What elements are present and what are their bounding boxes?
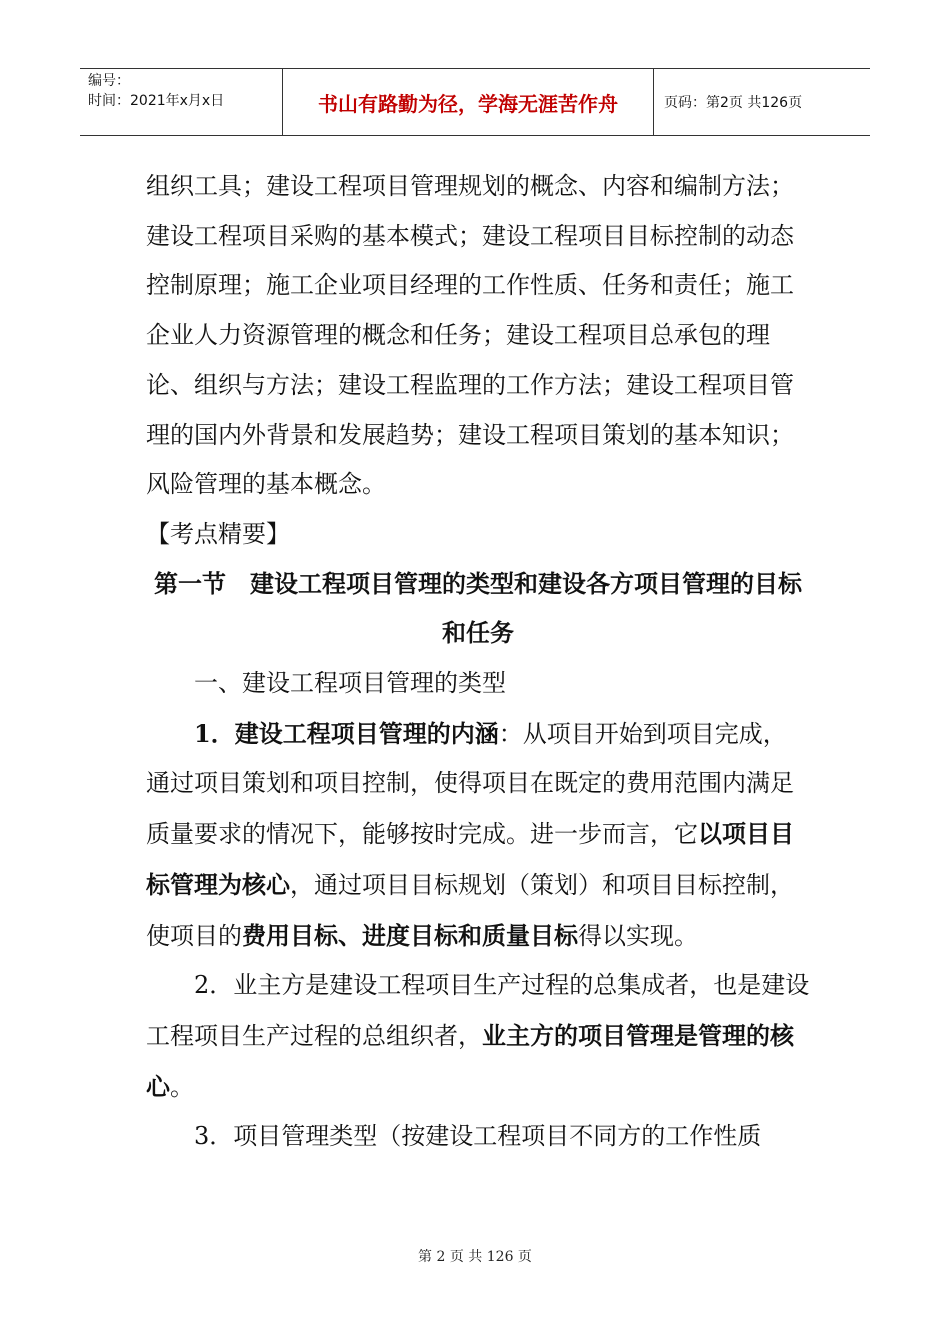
page-header (80, 68, 870, 136)
paragraph-1 (146, 709, 810, 962)
header-motto: 书山有路勤为径，学海无涯苦作舟 (282, 69, 654, 135)
p1-bold-d: 费用目标、进度目标和质量目标 (242, 920, 578, 950)
p1-text-a: ：从项目开始到项目完成，通过项目策划和项目控制，使得项目在既定的费用范围内满足质量要求的情况下，能够按时完成。进一步而言，它 (146, 719, 794, 849)
p1-text-e: 得以实现。 (578, 921, 698, 950)
header-page-info: 页码：第2页 共126页 (664, 95, 803, 111)
p2-text-a: 2．业主方是建设工程项目生产过程的总集成者，也是建设工程项目生产过程的总组织者， (146, 971, 810, 1050)
p2-text-c: 。 (170, 1072, 194, 1101)
paragraph-3: 3．项目管理类型（按建设工程项目不同方的工作性质 (194, 1122, 762, 1151)
date-label: 时间：2021年x月x日 (88, 93, 225, 109)
p1-text-c: ，通过项目目标规划（策划）和项目目标控制，使项目的 (146, 870, 794, 950)
header-meta (80, 69, 282, 135)
paragraph-2 (146, 961, 810, 1112)
intro-paragraph: 组织工具；建设工程项目管理规划的概念、内容和编制方法；建设工程项目采购的基本模式；建设工程项目目标控制的动态控制原理；施工企业项目经理的工作性质、任务和责任；施工企业人力资源管理的概念和任务；建设工程项目总承包的理论、组织与方法；建设工程监理的工作方法；建设工程项目管理的国内外背景和发展趋势；建设工程项目策划的基本知识；风险管理的基本概念。 (146, 172, 794, 499)
page-footer: 第 2 页 共 126 页 (418, 1249, 532, 1265)
p1-lead-bold: 1．建设工程项目管理的内涵 (194, 718, 499, 748)
key-points-heading: 【考点精要】 (146, 519, 290, 548)
subheading-types: 一、建设工程项目管理的类型 (194, 669, 506, 698)
p2-bold-b: 业主方的项目管理是管理的核心 (146, 1020, 794, 1101)
document-body (146, 162, 810, 1162)
code-label: 编号： (88, 73, 130, 89)
section-title: 第一节 建设工程项目管理的类型和建设各方项目管理的目标和任务 (154, 569, 802, 648)
p1-bold-b: 以项目目标管理为核心 (146, 819, 794, 899)
